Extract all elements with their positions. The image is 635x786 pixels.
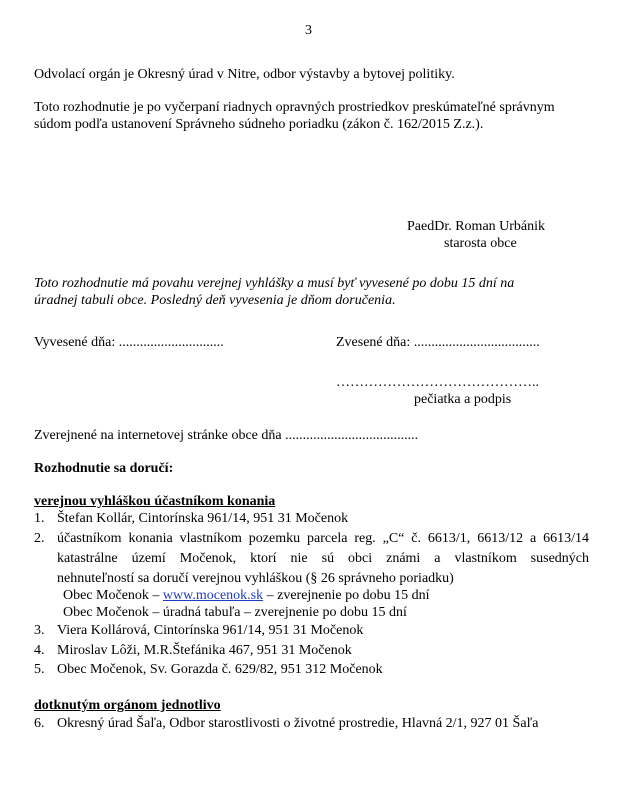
finality-line-2: súdom podľa ustanovení Správneho súdneho poriadku (zákon č. 162/2015 Z.z.). xyxy=(34,117,484,132)
list-item-number: 3. xyxy=(34,623,45,638)
list-item-number: 5. xyxy=(34,662,45,677)
stamp-signature-label: pečiatka a podpis xyxy=(414,392,512,407)
group-public-notice-heading: verejnou vyhláškou účastníkom konania xyxy=(34,494,276,509)
published-date-field: Zverejnené na internetovej stránke obce dňa ...................................... xyxy=(34,428,419,443)
page-number: 3 xyxy=(305,23,312,38)
list-item-number: 6. xyxy=(34,716,45,731)
list-item: Viera Kollárová, Cintorínska 961/14, 951 31 Močenok xyxy=(57,623,364,638)
signatory-title: starosta obce xyxy=(444,236,517,251)
appeal-paragraph: Odvolací orgán je Okresný úrad v Nitre, odbor výstavby a bytovej politiky. xyxy=(34,67,455,82)
list-item-number: 4. xyxy=(34,643,45,658)
list-item: Štefan Kollár, Cintorínska 961/14, 951 31 Močenok xyxy=(57,511,349,526)
list-item: Obec Močenok, Sv. Gorazda č. 629/82, 951 312 Močenok xyxy=(57,662,383,677)
delivery-heading: Rozhodnutie sa doručí: xyxy=(34,461,174,476)
list-item-continuation: nehnuteľností sa doručí verejnou vyhláškou (§ 26 správneho poriadku) xyxy=(57,571,454,586)
public-notice-line-1: Toto rozhodnutie má povahu verejnej vyhlášky a musí byť vyvesené po dobu 15 dní na xyxy=(34,276,515,291)
list-item: účastníkom konania vlastníkom pozemku parcela reg. „C“ č. 6613/1, 6613/12 a 6613/14 xyxy=(57,531,589,546)
list-item: Miroslav Lôži, M.R.Štefánika 467, 951 31 Močenok xyxy=(57,643,352,658)
sub-item-suffix: – zverejnenie po dobu 15 dní xyxy=(263,588,430,603)
stamp-signature-line: …………………………………….. xyxy=(336,375,539,390)
removed-date-field: Zvesené dňa: .................................... xyxy=(336,335,540,350)
sub-item-notice-board: Obec Močenok – úradná tabuľa – zverejnenie po dobu 15 dní xyxy=(63,605,407,620)
sub-item-website xyxy=(63,587,430,604)
public-notice-line-2: úradnej tabuli obce. Posledný deň vyvesenia je dňom doručenia. xyxy=(34,293,396,308)
list-item-number: 1. xyxy=(34,511,45,526)
sub-item-prefix: Obec Močenok – xyxy=(63,588,163,603)
website-link[interactable]: www.mocenok.sk xyxy=(162,588,264,603)
finality-line-1: Toto rozhodnutie je po vyčerpaní riadnych opravných prostriedkov preskúmateľné správnym xyxy=(34,100,555,115)
list-item: Okresný úrad Šaľa, Odbor starostlivosti o životné prostredie, Hlavná 2/1, 927 01 Šaľa xyxy=(57,716,539,731)
posted-date-field: Vyvesené dňa: .............................. xyxy=(34,335,224,350)
signatory-name: PaedDr. Roman Urbánik xyxy=(407,219,546,234)
group-authorities-heading: dotknutým orgánom jednotlivo xyxy=(34,698,221,713)
list-item-continuation: katastrálne území Močenok, ktorí nie sú obci známi a vlastníkom susedných xyxy=(57,551,589,566)
list-item-number: 2. xyxy=(34,531,45,546)
